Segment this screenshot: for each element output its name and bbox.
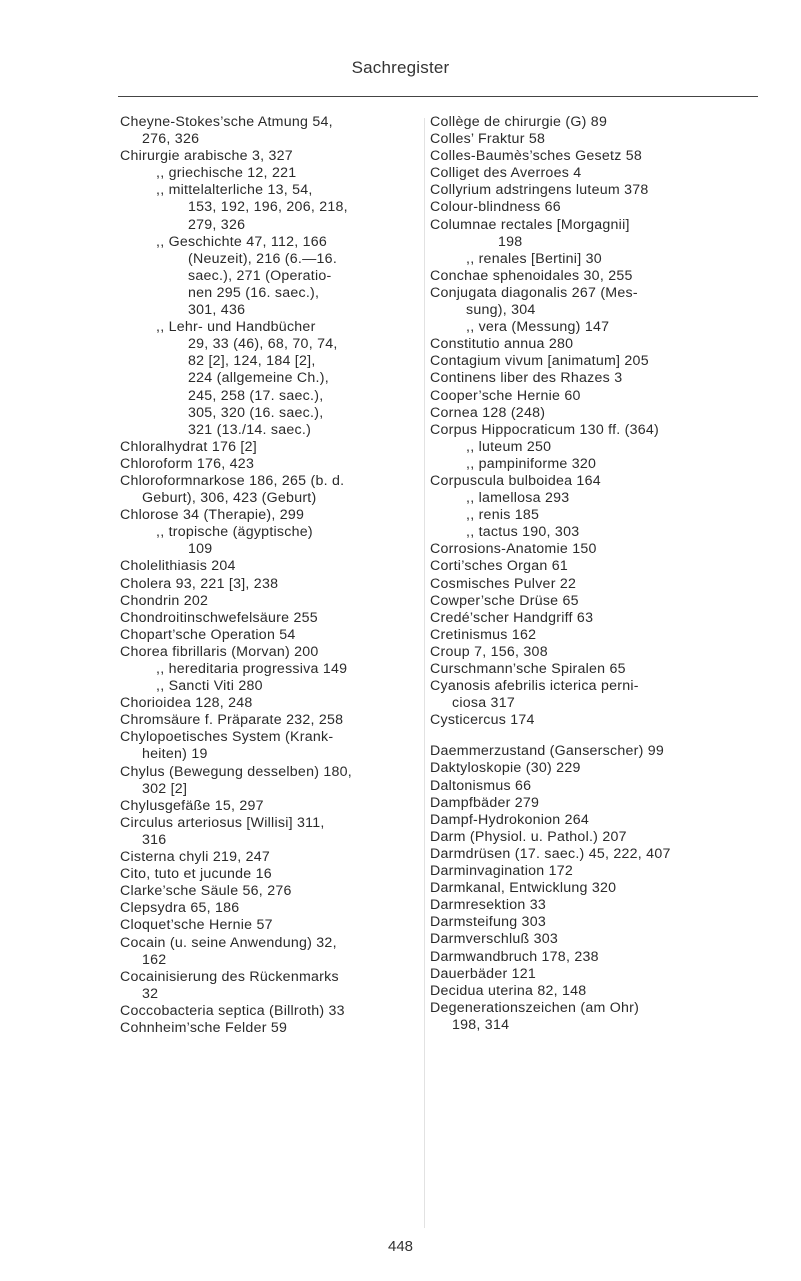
index-entry: Cheyne-Stokes’sche Atmung 54, xyxy=(120,114,333,130)
index-entry: Chloralhydrat 176 [2] xyxy=(120,438,257,455)
column-divider xyxy=(424,118,425,1228)
index-entry: Dampf-Hydrokonion 264 xyxy=(430,811,590,828)
index-entry: ,, tropische (ägyptische) xyxy=(156,524,313,541)
index-entry: ,, lamellosa 293 xyxy=(466,490,570,507)
index-entry: Corrosions-Anatomie 150 xyxy=(430,541,597,558)
index-entry: Geburt), 306, 423 (Geburt) xyxy=(142,490,317,507)
index-entry: Dauerbäder 121 xyxy=(430,965,537,982)
index-entry: Chirurgie arabische 3, 327 xyxy=(120,148,293,165)
index-entry: Cohnheim’sche Felder 59 xyxy=(120,1019,288,1036)
index-entry: Continens liber des Rhazes 3 xyxy=(430,370,623,387)
index-entry: Chondroitinschwefelsäure 255 xyxy=(120,609,318,626)
index-entry: Cisterna chyli 219, 247 xyxy=(120,849,271,866)
index-entry: Chondrin 202 xyxy=(120,592,209,609)
index-entry: 316 xyxy=(142,831,167,848)
index-entry: Daktyloskopie (30) 229 xyxy=(430,760,581,777)
index-entry: ,, vera (Messung) 147 xyxy=(466,319,610,336)
index-entry: Chorioidea 128, 248 xyxy=(120,695,253,712)
index-entry: Darm (Physiol. u. Pathol.) 207 xyxy=(430,828,627,845)
index-entry: Cloquet’sche Hernie 57 xyxy=(120,917,273,934)
index-entry: 301, 436 xyxy=(188,302,246,319)
index-entry: Constitutio annua 280 xyxy=(430,336,574,353)
index-entry: 321 (13./14. saec.) xyxy=(188,421,312,438)
index-entry: ,, Sancti Viti 280 xyxy=(156,678,263,695)
index-entry: Chylusgefäße 15, 297 xyxy=(120,797,264,814)
index-entry: Collège de chirurgie (G) 89 xyxy=(430,114,608,130)
index-entry: 29, 33 (46), 68, 70, 74, xyxy=(188,336,338,353)
index-entry: Darmwandbruch 178, 238 xyxy=(430,948,599,965)
index-entry: ,, Lehr- und Handbücher xyxy=(156,319,316,336)
index-entry: Colles-Baumès’sches Gesetz 58 xyxy=(430,148,643,165)
index-entry: 279, 326 xyxy=(188,216,246,233)
index-entry: ,, tactus 190, 303 xyxy=(466,524,580,541)
index-column-right xyxy=(430,114,745,1034)
index-entry: Colles’ Fraktur 58 xyxy=(430,131,546,148)
index-entry: Cholelithiasis 204 xyxy=(120,558,236,575)
index-entry: Collyrium adstringens luteum 378 xyxy=(430,182,649,199)
index-entry: 302 [2] xyxy=(142,780,188,797)
index-entry: 198 xyxy=(498,233,523,250)
index-entry: ciosa 317 xyxy=(452,695,515,712)
index-entry: Chloroformnarkose 186, 265 (b. d. xyxy=(120,472,345,489)
index-entry: Coccobacteria septica (Billroth) 33 xyxy=(120,1002,345,1019)
index-entry: nen 295 (16. saec.), xyxy=(188,284,320,301)
index-entry: Cowper’sche Drüse 65 xyxy=(430,592,579,609)
index-entry: Cysticercus 174 xyxy=(430,712,535,729)
index-entry: Corpuscula bulboidea 164 xyxy=(430,472,601,489)
index-entry: Corpus Hippocraticum 130 ff. (364) xyxy=(430,421,660,438)
index-entry: 305, 320 (16. saec.), xyxy=(188,404,324,421)
index-entry: Daemmerzustand (Ganserscher) 99 xyxy=(430,743,665,760)
index-entry: Darmsteifung 303 xyxy=(430,914,546,931)
index-entry: Contagium vivum [animatum] 205 xyxy=(430,353,649,370)
index-entry: Darmverschluß 303 xyxy=(430,931,559,948)
index-entry: Degenerationszeichen (am Ohr) xyxy=(430,999,640,1016)
index-entry: Conjugata diagonalis 267 (Mes- xyxy=(430,284,638,301)
index-entry: saec.), 271 (Operatio- xyxy=(188,267,332,284)
index-entry: Cyanosis afebrilis icterica perni- xyxy=(430,678,639,695)
index-entry: Circulus arteriosus [Willisi] 311, xyxy=(120,814,325,831)
section-gap xyxy=(430,729,745,743)
index-entry: Darmdrüsen (17. saec.) 45, 222, 407 xyxy=(430,845,671,862)
index-entry: Cocain (u. seine Anwendung) 32, xyxy=(120,934,337,951)
index-entry: 153, 192, 196, 206, 218, xyxy=(188,199,348,216)
index-entry: ,, renales [Bertini] 30 xyxy=(466,250,602,267)
index-entry: 32 xyxy=(142,985,159,1002)
index-entry: Conchae sphenoidales 30, 255 xyxy=(430,267,633,284)
index-entry: Decidua uterina 82, 148 xyxy=(430,982,587,999)
index-entry: Chorea fibrillaris (Morvan) 200 xyxy=(120,643,319,660)
index-entry: 276, 326 xyxy=(142,131,200,148)
index-entry: Chopart’sche Operation 54 xyxy=(120,626,296,643)
index-entry: 109 xyxy=(188,541,213,558)
index-entry: 162 xyxy=(142,951,167,968)
header-rule xyxy=(118,96,758,97)
index-entry: Chlorose 34 (Therapie), 299 xyxy=(120,507,305,524)
index-entry: ,, griechische 12, 221 xyxy=(156,165,297,182)
index-entry: Cooper’sche Hernie 60 xyxy=(430,387,581,404)
index-entry: Colliget des Averroes 4 xyxy=(430,165,582,182)
index-entry: Cholera 93, 221 [3], 238 xyxy=(120,575,279,592)
index-entry: sung), 304 xyxy=(466,302,536,319)
index-entry: 82 [2], 124, 184 [2], xyxy=(188,353,316,370)
index-entry: Corti’sches Organ 61 xyxy=(430,558,569,575)
index-column-left xyxy=(120,114,420,1037)
index-entry: 245, 258 (17. saec.), xyxy=(188,387,324,404)
index-entry: ,, Geschichte 47, 112, 166 xyxy=(156,233,328,250)
index-entry: Cretinismus 162 xyxy=(430,626,537,643)
index-entry: Darmresektion 33 xyxy=(430,897,546,914)
index-entry: Curschmann’sche Spiralen 65 xyxy=(430,661,626,677)
index-entry: Darminvagination 172 xyxy=(430,863,574,880)
index-entry: 224 (allgemeine Ch.), xyxy=(188,370,329,387)
index-entry: ,, mittelalterliche 13, 54, xyxy=(156,182,313,199)
index-entry: Credé’scher Handgriff 63 xyxy=(430,609,594,626)
index-entry: Darmkanal, Entwicklung 320 xyxy=(430,880,617,897)
index-entry: Cocainisierung des Rückenmarks xyxy=(120,968,339,985)
index-entry: Cornea 128 (248) xyxy=(430,404,546,421)
index-entry: Colour-blindness 66 xyxy=(430,199,561,216)
index-entry: ,, pampiniforme 320 xyxy=(466,455,597,472)
index-entry: Daltonismus 66 xyxy=(430,777,532,794)
index-entry: ,, hereditaria progressiva 149 xyxy=(156,661,348,677)
index-entry: Chromsäure f. Präparate 232, 258 xyxy=(120,712,344,729)
page-number: 448 xyxy=(387,1238,414,1255)
index-entry: Dampfbäder 279 xyxy=(430,794,540,811)
index-entry: Clepsydra 65, 186 xyxy=(120,900,240,917)
index-entry: ,, renis 185 xyxy=(466,507,540,524)
index-entry: Columnae rectales [Morgagnii] xyxy=(430,216,630,233)
index-entry: Chylus (Bewegung desselben) 180, xyxy=(120,763,352,780)
index-entry: Cito, tuto et jucunde 16 xyxy=(120,866,272,883)
page-header: Sachregister xyxy=(351,58,450,77)
index-entry: Chylopoetisches System (Krank- xyxy=(120,729,334,746)
index-entry: heiten) 19 xyxy=(142,746,208,763)
index-entry: Croup 7, 156, 308 xyxy=(430,643,548,660)
index-entry: Cosmisches Pulver 22 xyxy=(430,575,577,592)
index-entry: Chloroform 176, 423 xyxy=(120,455,255,472)
index-entry: 198, 314 xyxy=(452,1016,510,1033)
index-entry: (Neuzeit), 216 (6.—16. xyxy=(188,250,338,267)
index-entry: Clarke’sche Säule 56, 276 xyxy=(120,883,292,900)
index-entry: ,, luteum 250 xyxy=(466,438,552,455)
